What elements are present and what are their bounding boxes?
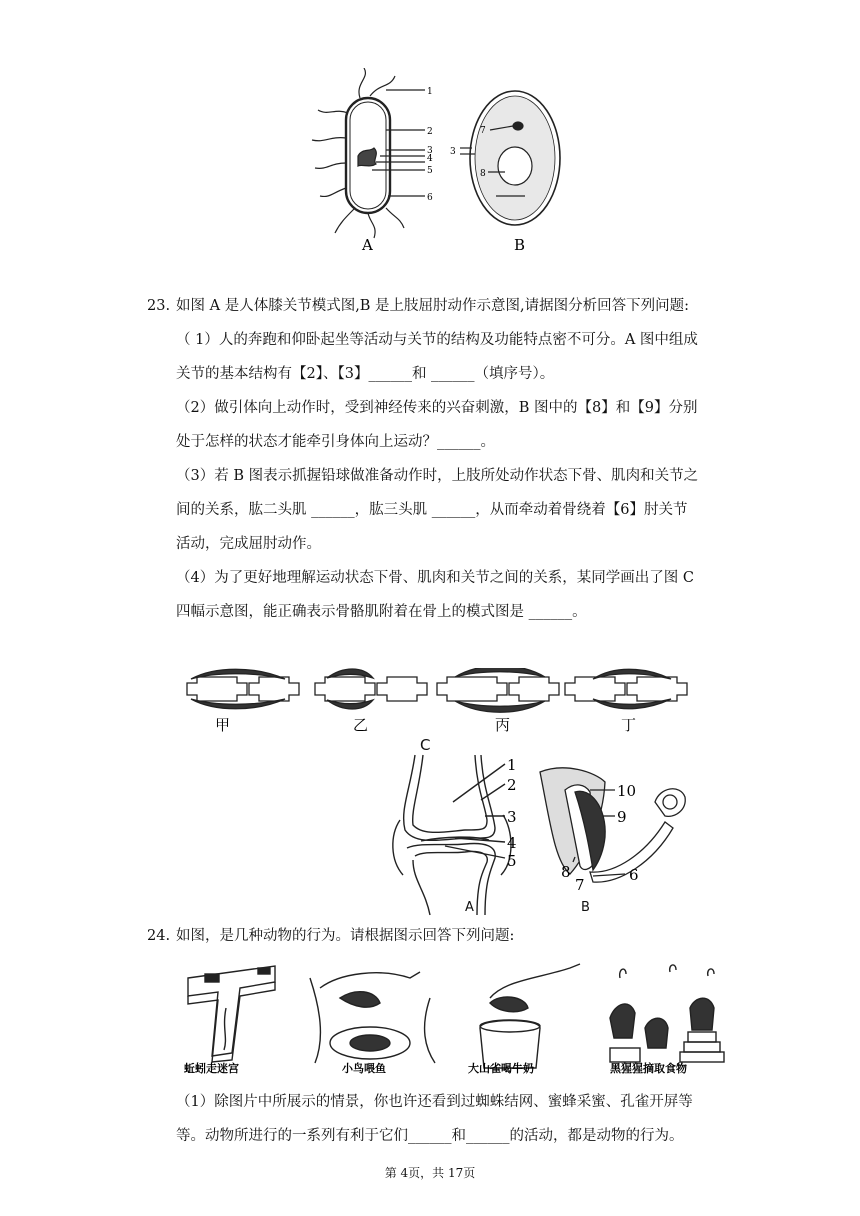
figure-c-label: C [420,736,431,754]
figure-behaviours [170,958,730,1078]
caption-tit: 大山雀喝牛奶 [468,1062,534,1075]
figure-arm [535,762,695,892]
model-label-ding: 丁 [621,716,637,734]
model-ding [565,669,687,709]
figure-knee [385,750,535,920]
bacterium-callout-4: 4 [427,154,433,164]
label-a: A [362,236,373,254]
caption-chimpanzee: 黑猩猩摘取食物 [610,1062,687,1075]
page-footer: 第 4页，共 17页 [384,1166,476,1180]
tit-drinking-milk-drawing [480,964,580,1068]
q23-part3-line1: （3）若 B 图表示抓握铅球做准备动作时，上肢所处动作状态下骨、肌肉和关节之 [176,468,699,484]
arm-callout-9: 9 [617,808,627,826]
behaviours-illustration [170,958,730,1078]
arm-callout-8: 8 [561,863,571,881]
arm-label: B [581,900,590,915]
q23-part1-line1: （ 1）人的奔跑和仰卧起坐等活动与关节的结构及功能特点密不可分。A 图中组成 [176,332,698,348]
knee-callout-2: 2 [507,776,517,794]
knee-label: A [465,900,474,915]
label-b: B [514,236,526,254]
bacterium-callout-2: 2 [427,127,433,137]
arm-callout-10: 10 [617,782,637,800]
knee-callout-4: 4 [507,834,517,852]
arm-callout-6: 6 [629,866,639,884]
model-label-jia: 甲 [215,716,231,734]
cells-diagram [300,68,570,258]
earthworm-maze-drawing [188,966,275,1062]
bacterium-callout-3: 3 [427,146,433,156]
caption-bird: 小鸟喂鱼 [342,1062,386,1075]
q23-number: 23. [147,298,171,314]
yeast-callout-7: 7 [480,126,486,136]
bird-feeding-fish-drawing [310,972,435,1063]
q24-part1-line2: 等。动物所进行的一系列有利于它们______和______的活动，都是动物的行为。 [176,1128,684,1144]
yeast-callout-8: 8 [480,169,486,179]
figure-cells [300,68,570,258]
knee-diagram [385,750,535,920]
q23-part4-line1: （4）为了更好地理解运动状态下骨、肌肉和关节之间的关系，某同学画出了图 C [176,570,694,586]
model-label-yi: 乙 [353,716,369,734]
q23-part2-line2: 处于怎样的状态才能牵引身体向上运动？______。 [176,434,495,450]
knee-callout-5: 5 [507,852,517,870]
q23-part3-line3: 活动，完成屈肘动作。 [176,536,321,552]
bacterium-callout-1: 1 [427,87,433,97]
q23-part1-line2: 关节的基本结构有【2】、【3】______和 ______（填序号）。 [176,366,555,382]
model-jia [187,669,299,709]
arm-diagram [535,762,695,892]
q23-part3-line2: 间的关系，肱二头肌 ______，肱三头肌 ______，从而牵动着骨绕着【6】肘关节 [176,502,688,518]
q24-stem: 如图，是几种动物的行为。请根据图示回答下列问题: [176,928,515,944]
q23-part2-line1: （2）做引体向上动作时，受到神经传来的兴奋刺激，B 图中的【8】和【9】分别 [176,400,698,416]
bacterium-callout-5: 5 [427,166,433,176]
figure-c-models [185,668,705,738]
arm-callout-7: 7 [575,876,585,892]
chimpanzee-drawing [610,965,724,1062]
model-bing [437,668,559,712]
yeast-callout-3: 3 [450,147,456,157]
yeast-drawing [460,91,560,225]
q23-part4-line2: 四幅示意图，能正确表示骨骼肌附着在骨上的模式图是 ______。 [176,604,587,620]
bone-muscle-models [185,668,705,738]
model-yi [315,669,427,709]
knee-callout-1: 1 [507,756,517,774]
bacterium-drawing [312,68,425,238]
model-label-bing: 丙 [495,716,511,734]
knee-callout-3: 3 [507,808,517,826]
q23-stem: 如图 A 是人体膝关节模式图,B 是上肢屈肘动作示意图,请据图分析回答下列问题: [176,298,690,314]
q24-number: 24. [147,928,171,944]
caption-earthworm: 蚯蚓走迷宫 [184,1062,239,1075]
bacterium-callout-6: 6 [427,193,433,203]
q24-part1-line1: （1）除图片中所展示的情景，你也许还看到过蜘蛛结网、蜜蜂采蜜、孔雀开屏等 [176,1094,693,1110]
